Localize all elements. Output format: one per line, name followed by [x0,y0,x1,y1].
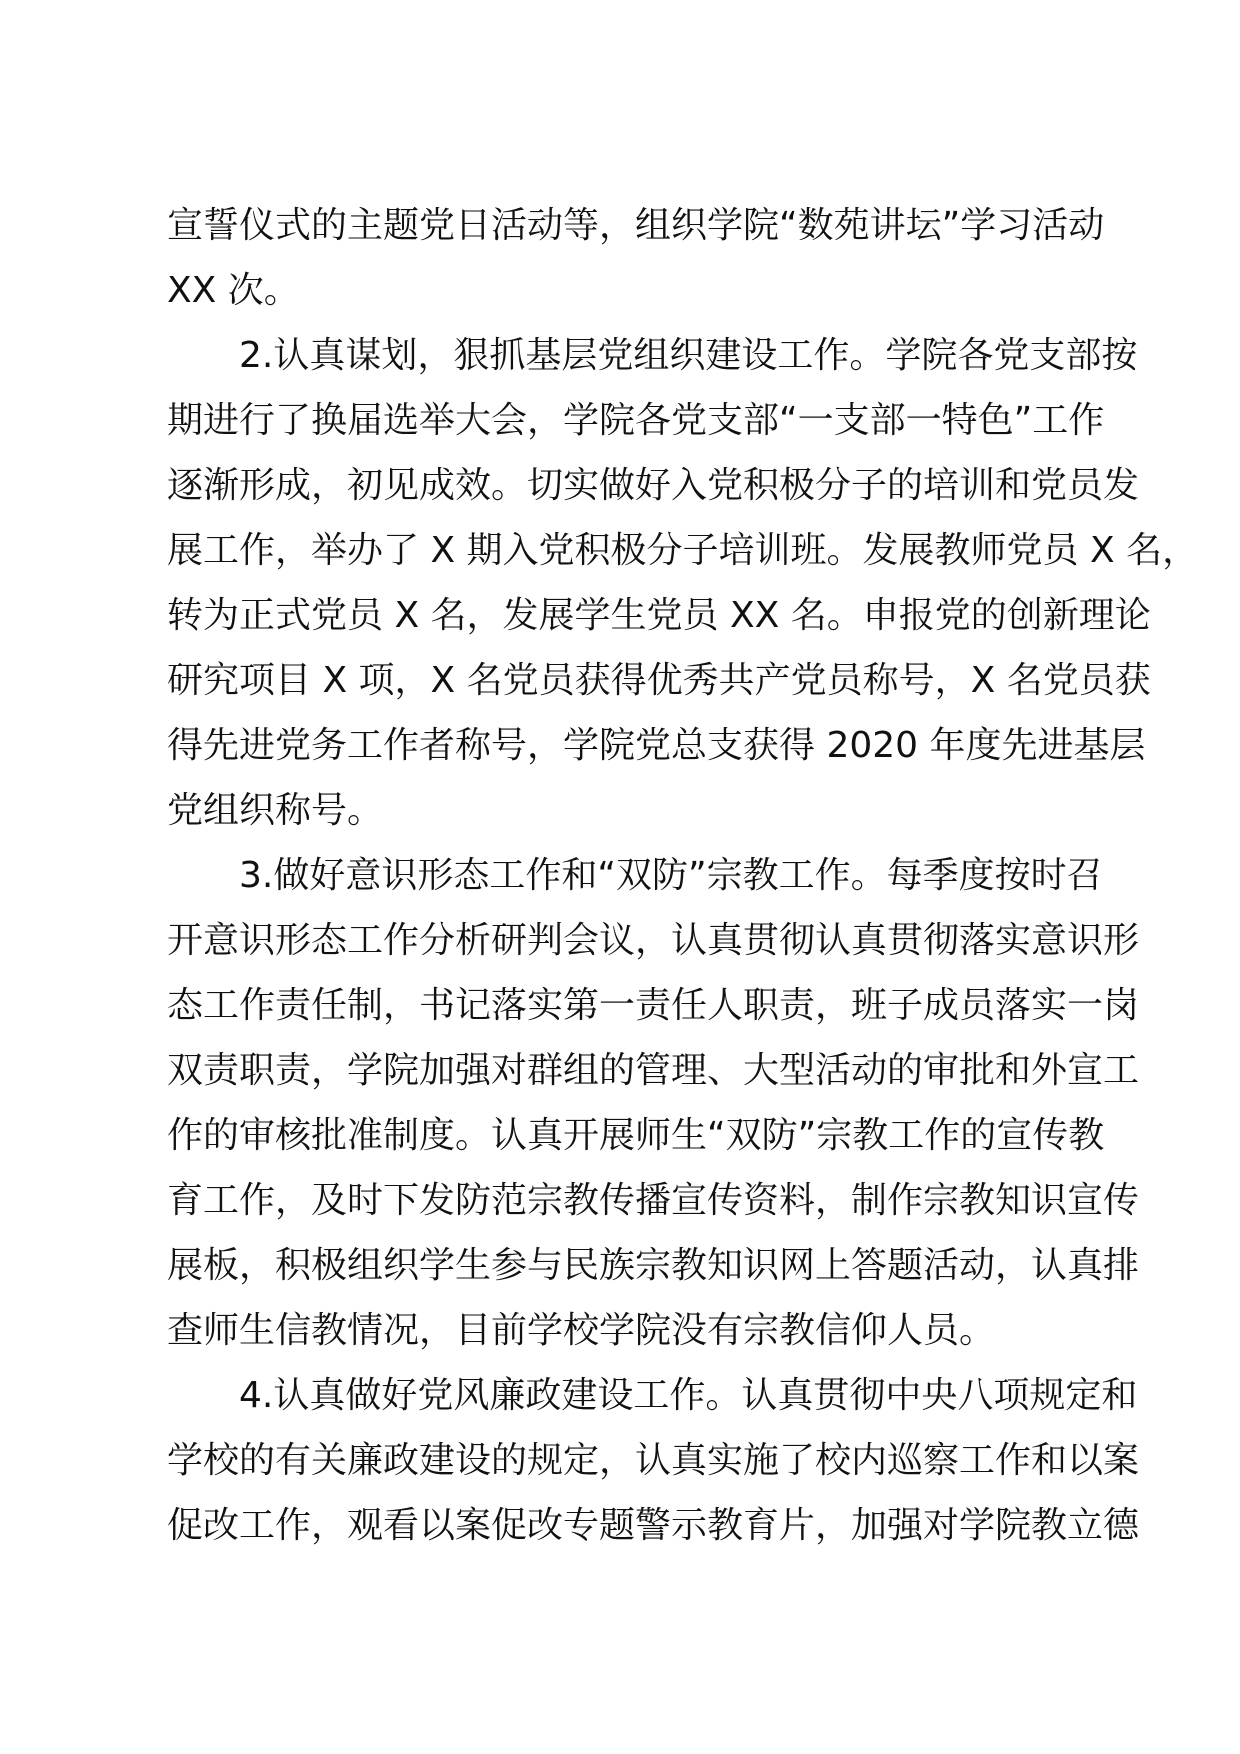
text-line: 得先进党务工作者称号，学院党总支获得 2020 年度先进基层 [167,725,1146,766]
text-line: 双责职责，学院加强对群组的管理、大型活动的审批和外宣工 [167,1050,1140,1091]
text-line: 育工作，及时下发防范宗教传播宣传资料，制作宗教知识宣传 [167,1180,1140,1221]
text-line: 3.做好意识形态工作和“双防”宗教工作。每季度按时召 [239,855,1103,896]
text-line: 2.认真谋划，狠抓基层党组织建设工作。学院各党支部按 [239,335,1138,376]
text-line: 展工作，举办了 X 期入党积极分子培训班。发展教师党员 X 名， [167,530,1199,571]
paragraph-integrity [167,1363,1140,1558]
text-line: 转为正式党员 X 名，发展学生党员 XX 名。申报党的创新理论 [167,595,1151,636]
paragraph-ideology [167,843,1140,1363]
paragraph-continuation [167,193,1105,323]
paragraph-party-organization [167,323,1199,843]
text-line: 党组织称号。 [167,790,384,831]
text-line: 研究项目 X 项，X 名党员获得优秀共产党员称号，X 名党员获 [167,660,1151,701]
text-line: 4.认真做好党风廉政建设工作。认真贯彻中央八项规定和 [239,1375,1138,1416]
text-line: 逐渐形成，初见成效。切实做好入党积极分子的培训和党员发 [167,465,1140,506]
text-line: 期进行了换届选举大会，学院各党支部“一支部一特色”工作 [167,400,1105,441]
text-line: XX 次。 [167,270,300,311]
text-line: 态工作责任制，书记落实第一责任人职责，班子成员落实一岗 [167,985,1140,1026]
text-line: 作的审核批准制度。认真开展师生“双防”宗教工作的宣传教 [167,1115,1105,1156]
text-line: 开意识形态工作分析研判会议，认真贯彻认真贯彻落实意识形 [167,920,1140,961]
text-line: 宣誓仪式的主题党日活动等，组织学院“数苑讲坛”学习活动 [167,205,1105,246]
text-line: 展板，积极组织学生参与民族宗教知识网上答题活动，认真排 [167,1245,1140,1286]
text-line: 查师生信教情况，目前学校学院没有宗教信仰人员。 [167,1310,996,1351]
text-line: 促改工作，观看以案促改专题警示教育片，加强对学院教立德 [167,1505,1140,1546]
document-body [167,193,1199,1558]
text-line: 学校的有关廉政建设的规定，认真实施了校内巡察工作和以案 [167,1440,1140,1481]
